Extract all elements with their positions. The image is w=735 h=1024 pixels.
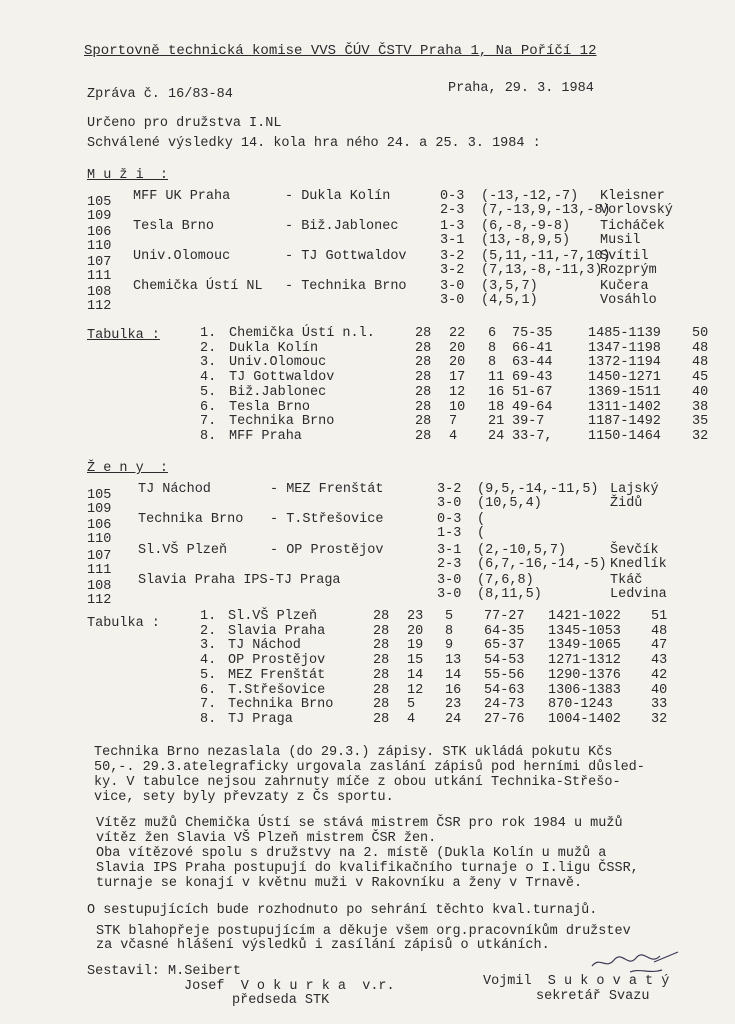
league-points: 48: [692, 355, 709, 371]
audience-line: Určeno pro družstva I.NL: [87, 116, 282, 131]
league-points: 40: [692, 384, 709, 400]
set-scores: (3,5,7): [481, 279, 538, 294]
paragraph-line: STK blahopřeje postupujícím a děkuje všem org.pracovníkům družstev: [96, 924, 631, 939]
sets-ratio: 54-53: [484, 653, 525, 669]
games-played: 28: [415, 326, 432, 341]
sets-ratio: 55-56: [484, 667, 525, 683]
rank: 1.: [200, 326, 217, 341]
paragraph-line: Technika Brno nezaslala (do 29.3.) zápisy. STK ukládá pokutu Kčs: [94, 745, 613, 760]
away-team: - Biž.Jablonec: [285, 219, 399, 234]
points-ratio: 1345-1053: [548, 623, 621, 639]
compiled-by: Sestavil: M.Seibert: [87, 964, 241, 979]
wins: 5: [407, 697, 416, 713]
games-played: 28: [373, 682, 390, 698]
referee-name: Ševčík: [610, 543, 659, 558]
rank: 3.: [200, 355, 217, 371]
sets-ratio: 54-63: [484, 682, 525, 698]
paragraph-line: 50,-. 29.3.atelegraficky urgovala zaslání zápisů pod herními důsled-: [94, 760, 645, 775]
wins: 15: [407, 653, 424, 669]
relegation-note: O sestupujících bude rozhodnuto po sehrání těchto kval.turnajů.: [87, 903, 598, 918]
match-number: 105: [87, 195, 112, 210]
set-scores: (13,-8,9,5): [481, 233, 571, 248]
wins: 17: [449, 370, 466, 386]
league-points: 33: [651, 697, 668, 713]
losses: 14: [445, 667, 462, 683]
team-name: TJ Praga: [228, 711, 293, 727]
points-ratio: 1311-1402: [588, 399, 661, 415]
home-team: Chemička Ústí NL: [133, 279, 263, 294]
league-points: 51: [651, 609, 668, 624]
team-name: Slavia Praha: [228, 623, 326, 639]
set-scores: (5,11,-11,-7,10): [481, 249, 611, 264]
team-name: MFF Praha: [229, 428, 302, 444]
match-score: 3-2: [437, 482, 462, 497]
set-scores: (8,11,5): [477, 587, 542, 602]
match-score: 3-0: [437, 587, 462, 602]
losses: 24: [488, 428, 505, 444]
wins: 14: [407, 667, 424, 683]
points-ratio: 1372-1194: [588, 355, 661, 371]
wins: 22: [449, 326, 466, 341]
subject-line: Schválené výsledky 14. kola hra ného 24. a 25. 3. 1984 :: [87, 136, 541, 151]
match-score: 3-1: [440, 233, 465, 248]
league-points: 47: [651, 638, 668, 654]
rank: 7.: [200, 414, 217, 430]
team-name: Chemička Ústí n.l.: [229, 326, 375, 341]
sets-ratio: 33-7,: [512, 428, 553, 444]
league-points: 32: [651, 711, 668, 727]
secretary-role: sekretář Svazu: [536, 989, 650, 1004]
sets-ratio: 77-27: [484, 609, 525, 624]
losses: 21: [488, 414, 505, 430]
set-scores: (: [477, 526, 486, 541]
match-score: 0-3: [440, 189, 465, 204]
secretary-name: Vojmil S u k o v a t ý: [483, 974, 670, 989]
match-score: 3-0: [437, 496, 462, 511]
sets-ratio: 49-64: [512, 399, 553, 415]
wins: 19: [407, 638, 424, 654]
games-played: 28: [415, 384, 432, 400]
sets-ratio: 27-76: [484, 711, 525, 727]
set-scores: (6,7,-16,-14,-5): [477, 557, 607, 572]
home-team: Technika Brno: [138, 512, 244, 527]
rank: 7.: [200, 697, 217, 713]
rank: 8.: [200, 428, 217, 444]
team-name: Tesla Brno: [229, 399, 311, 415]
paragraph-line: turnaje se konají v květnu muži v Rakovníku a ženy v Trnavě.: [96, 876, 583, 891]
match-score: 0-3: [437, 512, 462, 527]
match-number: 109: [87, 502, 112, 517]
referee-name: Kleisner: [600, 189, 665, 204]
wins: 23: [407, 609, 424, 624]
men-heading: M u ž i :: [87, 168, 169, 183]
away-team: - MEZ Frenštát: [270, 482, 384, 497]
wins: 20: [449, 355, 466, 371]
paragraph-line: vítěz žen Slavia VŠ Plzeň mistrem ČSR žen.: [96, 831, 437, 846]
paragraph-line: Slavia IPS Praha postupují do kvalifikačního turnaje o I.ligu ČSSR,: [96, 861, 639, 876]
team-name: TJ Gottwaldov: [229, 370, 335, 386]
league-points: 38: [692, 399, 709, 415]
away-team: - T.Střešovice: [270, 512, 384, 527]
losses: 6: [488, 326, 497, 341]
league-points: 50: [692, 326, 709, 341]
team-name: Dukla Kolín: [229, 340, 319, 356]
referee-name: Vorlovský: [600, 203, 673, 218]
sets-ratio: 65-37: [484, 638, 525, 654]
games-played: 28: [373, 623, 390, 639]
set-scores: (6,-8,-9-8): [481, 219, 571, 234]
wins: 10: [449, 399, 466, 415]
losses: 8: [445, 623, 454, 639]
referee-name: Knedlík: [610, 557, 667, 572]
losses: 9: [445, 638, 454, 654]
league-points: 43: [651, 653, 668, 669]
match-number: 108: [87, 579, 112, 594]
points-ratio: 1290-1376: [548, 667, 621, 683]
games-played: 28: [373, 609, 390, 624]
home-team: Univ.Olomouc: [133, 249, 231, 264]
paragraph-line: Oba vítězové spolu s družstvy na 2. místě (Dukla Kolín u mužů a: [96, 846, 607, 861]
sets-ratio: 66-41: [512, 340, 553, 356]
match-number: 111: [87, 563, 112, 578]
points-ratio: 1004-1402: [548, 711, 621, 727]
games-played: 28: [373, 667, 390, 683]
match-number: 106: [87, 225, 112, 240]
sets-ratio: 63-44: [512, 355, 553, 371]
rank: 4.: [200, 370, 217, 386]
chair-role: předseda STK: [232, 993, 330, 1008]
match-number: 112: [87, 593, 112, 608]
away-team: - OP Prostějov: [270, 543, 384, 558]
rank: 8.: [200, 711, 217, 727]
league-points: 40: [651, 682, 668, 698]
losses: 24: [445, 711, 462, 727]
match-score: 3-0: [440, 293, 465, 308]
sets-ratio: 24-73: [484, 697, 525, 713]
report-number: Zpráva č. 16/83-84: [87, 87, 233, 102]
losses: 13: [445, 653, 462, 669]
rank: 5.: [200, 667, 217, 683]
points-ratio: 870-1243: [548, 697, 613, 713]
paragraph-line: za včasné hlášení výsledků i zasílání zápisů o utkáních.: [96, 938, 550, 953]
team-name: OP Prostějov: [228, 653, 326, 669]
match-score: 1-3: [440, 219, 465, 234]
handwritten-signature: [590, 948, 680, 978]
wins: 12: [449, 384, 466, 400]
referee-name: Kučera: [600, 279, 649, 294]
match-score: 3-1: [437, 543, 462, 558]
league-points: 42: [651, 667, 668, 683]
referee-name: Rozprým: [600, 263, 657, 278]
rank: 3.: [200, 638, 217, 654]
match-number: 110: [87, 532, 112, 547]
team-name: Univ.Olomouc: [229, 355, 327, 371]
match-number: 109: [87, 209, 112, 224]
league-points: 48: [651, 623, 668, 639]
losses: 8: [488, 355, 497, 371]
referee-name: Židů: [610, 496, 643, 511]
referee-name: Lajský: [610, 482, 659, 497]
points-ratio: 1485-1139: [588, 326, 661, 341]
wins: 20: [407, 623, 424, 639]
away-team: - Dukla Kolín: [285, 189, 391, 204]
rank: 6.: [200, 399, 217, 415]
wins: 7: [449, 414, 458, 430]
league-points: 32: [692, 428, 709, 444]
match-number: 107: [87, 255, 112, 270]
match-score: 3-0: [440, 279, 465, 294]
points-ratio: 1421-1022: [548, 609, 621, 624]
team-name: MEZ Frenštát: [228, 667, 326, 683]
sets-ratio: 39-7: [512, 414, 545, 430]
team-name: Technika Brno: [228, 697, 334, 713]
points-ratio: 1150-1464: [588, 428, 661, 444]
rank: 2.: [200, 623, 217, 639]
referee-name: Svítil: [600, 249, 649, 264]
points-ratio: 1349-1065: [548, 638, 621, 654]
losses: 8: [488, 340, 497, 356]
org-header: Sportovně technická komise VVS ČÚV ČSTV Praha 1, Na Poříčí 12: [84, 43, 597, 59]
referee-name: Musil: [600, 233, 641, 248]
rank: 2.: [200, 340, 217, 356]
team-name: Sl.VŠ Plzeň: [228, 609, 318, 624]
team-name: T.Střešovice: [228, 682, 326, 698]
match-score: 2-3: [437, 557, 462, 572]
match-score: 3-2: [440, 263, 465, 278]
rank: 1.: [200, 609, 217, 624]
wins: 20: [449, 340, 466, 356]
set-scores: (: [477, 512, 486, 527]
match-score: 3-2: [440, 249, 465, 264]
set-scores: (7,-13,9,-13,-8): [481, 203, 611, 218]
referee-name: Tkáč: [610, 573, 643, 588]
team-name: Technika Brno: [229, 414, 335, 430]
rank: 5.: [200, 384, 217, 400]
set-scores: (2,-10,5,7): [477, 543, 567, 558]
games-played: 28: [415, 428, 432, 444]
match-score: 2-3: [440, 203, 465, 218]
team-name: Biž.Jablonec: [229, 384, 327, 400]
away-team: - TJ Gottwaldov: [285, 249, 407, 264]
match-number: 110: [87, 239, 112, 254]
losses: 5: [445, 609, 454, 624]
team-name: TJ Náchod: [228, 638, 301, 654]
match-number: 105: [87, 488, 112, 503]
losses: 16: [488, 384, 505, 400]
home-team: Slavia Praha IPS-TJ Praga: [138, 573, 341, 588]
set-scores: (4,5,1): [481, 293, 538, 308]
sets-ratio: 69-43: [512, 370, 553, 386]
rank: 6.: [200, 682, 217, 698]
set-scores: (-13,-12,-7): [481, 189, 579, 204]
match-number: 106: [87, 518, 112, 533]
games-played: 28: [373, 711, 390, 727]
away-team: - Technika Brno: [285, 279, 407, 294]
home-team: Sl.VŠ Plzeň: [138, 543, 228, 558]
set-scores: (7,13,-8,-11,3): [481, 263, 603, 278]
games-played: 28: [373, 697, 390, 713]
sets-ratio: 51-67: [512, 384, 553, 400]
sets-ratio: 64-35: [484, 623, 525, 639]
league-points: 35: [692, 414, 709, 430]
games-played: 28: [373, 653, 390, 669]
games-played: 28: [373, 638, 390, 654]
match-number: 112: [87, 299, 112, 314]
referee-name: Ticháček: [600, 219, 665, 234]
league-points: 45: [692, 370, 709, 386]
referee-name: Vosáhlo: [600, 293, 657, 308]
chair-name: Josef V o k u r k a v.r.: [184, 979, 395, 994]
rank: 4.: [200, 653, 217, 669]
losses: 16: [445, 682, 462, 698]
points-ratio: 1347-1198: [588, 340, 661, 356]
women-heading: Ž e n y :: [87, 461, 169, 476]
games-played: 28: [415, 355, 432, 371]
match-score: 3-0: [437, 573, 462, 588]
losses: 11: [488, 370, 505, 386]
report-date: Praha, 29. 3. 1984: [448, 81, 594, 96]
wins: 12: [407, 682, 424, 698]
wins: 4: [449, 428, 458, 444]
home-team: TJ Náchod: [138, 482, 211, 497]
games-played: 28: [415, 370, 432, 386]
losses: 18: [488, 399, 505, 415]
match-score: 1-3: [437, 526, 462, 541]
points-ratio: 1369-1511: [588, 384, 661, 400]
points-ratio: 1450-1271: [588, 370, 661, 386]
match-number: 111: [87, 269, 112, 284]
set-scores: (7,6,8): [477, 573, 534, 588]
points-ratio: 1271-1312: [548, 653, 621, 669]
games-played: 28: [415, 414, 432, 430]
games-played: 28: [415, 399, 432, 415]
wins: 4: [407, 711, 416, 727]
sets-ratio: 75-35: [512, 326, 553, 341]
points-ratio: 1187-1492: [588, 414, 661, 430]
league-points: 48: [692, 340, 709, 356]
losses: 23: [445, 697, 462, 713]
points-ratio: 1306-1383: [548, 682, 621, 698]
women-table-label: Tabulka :: [87, 616, 160, 631]
paragraph-line: vice, sety byly převzaty z Čs sportu.: [94, 790, 394, 805]
referee-name: Ledvina: [610, 587, 667, 602]
home-team: MFF UK Praha: [133, 189, 231, 204]
set-scores: (9,5,-14,-11,5): [477, 482, 599, 497]
games-played: 28: [415, 340, 432, 356]
match-number: 107: [87, 549, 112, 564]
paragraph-line: Vítěz mužů Chemička Ústí se stává mistrem ČSR pro rok 1984 u mužů: [96, 816, 623, 831]
match-number: 108: [87, 285, 112, 300]
men-table-label: Tabulka :: [87, 328, 160, 343]
paragraph-line: ky. V tabulce nejsou zahrnuty míče z obou utkání Technika-Střešo-: [94, 775, 621, 790]
home-team: Tesla Brno: [133, 219, 215, 234]
set-scores: (10,5,4): [477, 496, 542, 511]
